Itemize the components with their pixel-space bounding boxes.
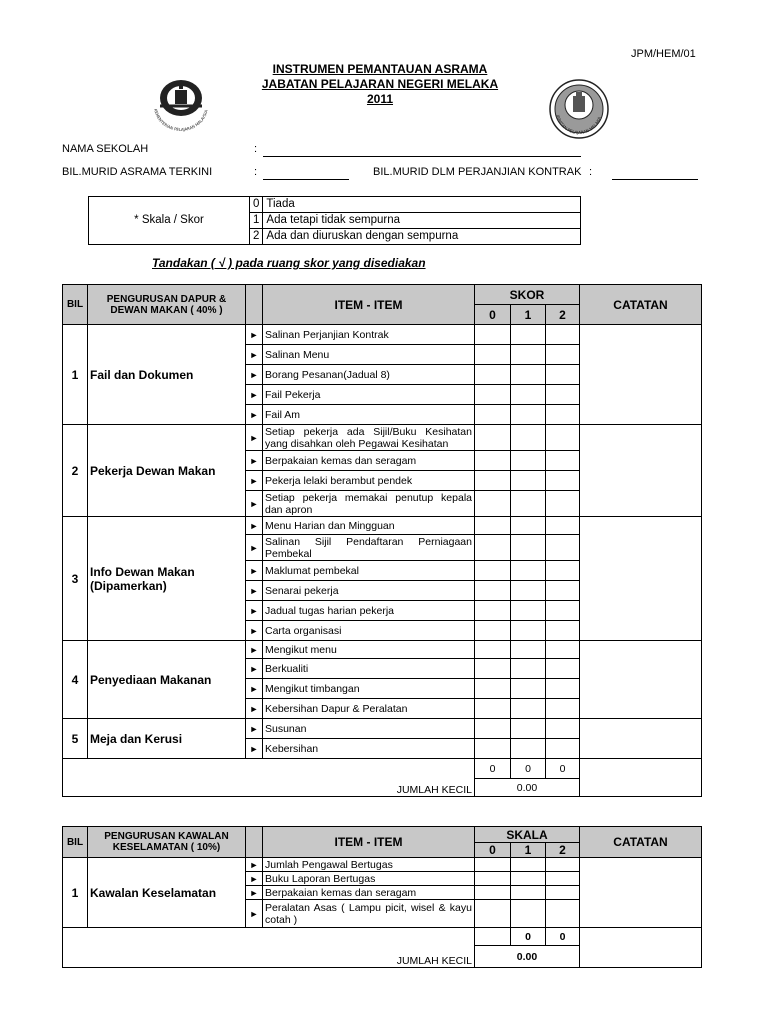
row-item: Carta organisasi	[263, 621, 475, 641]
arrow-icon: ►	[246, 719, 263, 739]
left-logo-text: KEMENTERIAN PELAJARAN MALAYSIA	[153, 108, 209, 133]
score-cell-2[interactable]	[546, 641, 580, 659]
catatan-cell[interactable]	[580, 425, 702, 517]
row-item: Kebersihan Dapur & Peralatan	[263, 699, 475, 719]
total-cell-1: 0	[511, 759, 546, 779]
row-item: Setiap pekerja memakai penutup kepala dan apron	[263, 491, 475, 517]
score-cell-0[interactable]	[475, 451, 511, 471]
ministry-logo	[148, 76, 214, 134]
score-cell-1[interactable]	[511, 365, 546, 385]
score-cell-2[interactable]	[546, 345, 580, 365]
score-cell-2[interactable]	[546, 517, 580, 535]
row-item: Salinan Perjanjian Kontrak	[263, 325, 475, 345]
score-cell-1[interactable]	[511, 858, 546, 872]
score-cell-0[interactable]	[475, 872, 511, 886]
row-item: Peralatan Asas ( Lampu picit, wisel & kayu cotah )	[263, 900, 475, 928]
score-cell-0[interactable]	[475, 365, 511, 385]
title-line-2: JABATAN PELAJARAN NEGERI MELAKA	[261, 77, 499, 91]
kitchen-table	[62, 284, 702, 797]
row-category: Pekerja Dewan Makan	[88, 425, 246, 517]
table-row	[63, 425, 702, 451]
state-logo	[548, 78, 610, 140]
row-bil: 1	[63, 325, 88, 425]
score-cell-2[interactable]	[546, 581, 580, 601]
score-cell-1[interactable]	[511, 641, 546, 659]
arrow-icon: ►	[246, 858, 263, 872]
arrow-icon: ►	[246, 561, 263, 581]
col-score-1: 1	[511, 305, 546, 325]
arrow-icon: ►	[246, 886, 263, 900]
scale-legend	[88, 196, 581, 245]
score-cell-2[interactable]	[546, 405, 580, 425]
arrow-icon: ►	[246, 679, 263, 699]
nama-sekolah-field[interactable]	[263, 156, 581, 157]
row-item: Susunan	[263, 719, 475, 739]
catatan-cell[interactable]	[580, 858, 702, 928]
arrow-icon: ►	[246, 900, 263, 928]
score-cell-1[interactable]	[511, 345, 546, 365]
arrow-icon: ►	[246, 385, 263, 405]
col-skor: SKOR	[475, 285, 580, 305]
score-cell-1[interactable]	[511, 491, 546, 517]
score-cell-2[interactable]	[546, 471, 580, 491]
total-cell-2: 0	[546, 928, 580, 946]
row-bil: 2	[63, 425, 88, 517]
score-cell-0[interactable]	[475, 679, 511, 699]
score-cell-2[interactable]	[546, 886, 580, 900]
total-cell-0: 0	[475, 759, 511, 779]
catatan-cell[interactable]	[580, 517, 702, 641]
score-cell-2[interactable]	[546, 621, 580, 641]
score-cell-1[interactable]	[511, 517, 546, 535]
score-cell-0[interactable]	[475, 517, 511, 535]
row-bil: 1	[63, 858, 88, 928]
row-item: Kebersihan	[263, 739, 475, 759]
col-score-2: 2	[546, 305, 580, 325]
score-cell-0[interactable]	[475, 699, 511, 719]
jumlah-kecil-value: 0.00	[475, 779, 580, 797]
table-row	[63, 719, 702, 739]
row-category: Meja dan Kerusi	[88, 719, 246, 759]
score-cell-2[interactable]	[546, 365, 580, 385]
arrow-icon: ►	[246, 325, 263, 345]
colon: :	[589, 166, 593, 178]
arrow-icon: ►	[246, 641, 263, 659]
row-item: Buku Laporan Bertugas	[263, 872, 475, 886]
col-score-0: 0	[475, 305, 511, 325]
col-score-1: 1	[511, 843, 546, 858]
row-item: Pekerja lelaki berambut pendek	[263, 471, 475, 491]
arrow-icon: ►	[246, 425, 263, 451]
score-cell-1[interactable]	[511, 425, 546, 451]
table-row	[63, 858, 702, 872]
row-item: Fail Am	[263, 405, 475, 425]
row-category: Fail dan Dokumen	[88, 325, 246, 425]
score-cell-0[interactable]	[475, 659, 511, 679]
scale-text: Ada tetapi tidak sempurna	[263, 213, 581, 229]
score-cell-1[interactable]	[511, 535, 546, 561]
arrow-icon: ►	[246, 872, 263, 886]
score-cell-1[interactable]	[511, 601, 546, 621]
score-cell-0[interactable]	[475, 471, 511, 491]
row-item: Senarai pekerja	[263, 581, 475, 601]
score-cell-2[interactable]	[546, 699, 580, 719]
catatan-cell[interactable]	[580, 928, 702, 968]
bil-kontrak-label: BIL.MURID DLM PERJANJIAN KONTRAK	[373, 166, 582, 178]
score-cell-1[interactable]	[511, 385, 546, 405]
score-cell-2[interactable]	[546, 719, 580, 739]
security-rows	[63, 858, 702, 968]
score-cell-1[interactable]	[511, 679, 546, 699]
score-cell-2[interactable]	[546, 858, 580, 872]
kitchen-rows	[63, 325, 702, 797]
score-cell-2[interactable]	[546, 872, 580, 886]
arrow-icon: ►	[246, 491, 263, 517]
score-cell-2[interactable]	[546, 561, 580, 581]
score-cell-2[interactable]	[546, 535, 580, 561]
score-cell-2[interactable]	[546, 385, 580, 405]
arrow-icon: ►	[246, 739, 263, 759]
score-cell-1[interactable]	[511, 872, 546, 886]
score-cell-2[interactable]	[546, 739, 580, 759]
row-item: Mengikut timbangan	[263, 679, 475, 699]
bil-murid-field[interactable]	[263, 179, 349, 180]
arrow-icon: ►	[246, 345, 263, 365]
col-bil: BIL	[63, 285, 88, 325]
row-bil: 3	[63, 517, 88, 641]
col-item: ITEM - ITEM	[263, 827, 475, 858]
instruction: Tandakan ( √ ) pada ruang skor yang disediakan	[152, 256, 426, 270]
bil-kontrak-field[interactable]	[612, 179, 698, 180]
row-item: Salinan Menu	[263, 345, 475, 365]
col-catatan: CATATAN	[580, 285, 702, 325]
page-title	[230, 62, 530, 107]
col-arrow	[246, 285, 263, 325]
form-code: JPM/HEM/01	[631, 48, 696, 60]
score-cell-1[interactable]	[511, 451, 546, 471]
col-section: PENGURUSAN KAWALAN KESELAMATAN ( 10%)	[88, 827, 246, 858]
scale-num: 2	[250, 229, 263, 245]
catatan-cell[interactable]	[580, 325, 702, 425]
arrow-icon: ►	[246, 365, 263, 385]
row-category: Info Dewan Makan (Dipamerkan)	[88, 517, 246, 641]
score-cell-0[interactable]	[475, 561, 511, 581]
right-logo-text: JABATAN PELAJARAN MELAKA	[555, 114, 603, 136]
jumlah-kecil-value: 0.00	[475, 946, 580, 968]
score-cell-0[interactable]	[475, 886, 511, 900]
score-cell-1[interactable]	[511, 621, 546, 641]
scale-label: * Skala / Skor	[89, 197, 250, 245]
row-item: Salinan Sijil Pendaftaran Perniagaan Pembekal	[263, 535, 475, 561]
row-item: Berpakaian kemas dan seragam	[263, 451, 475, 471]
row-item: Mengikut menu	[263, 641, 475, 659]
col-score-0: 0	[475, 843, 511, 858]
row-category: Penyediaan Makanan	[88, 641, 246, 719]
score-cell-1[interactable]	[511, 699, 546, 719]
scale-text: Ada dan diuruskan dengan sempurna	[263, 229, 581, 245]
col-skala: SKALA	[475, 827, 580, 843]
score-cell-0[interactable]	[475, 858, 511, 872]
total-cell-1: 0	[511, 928, 546, 946]
col-catatan: CATATAN	[580, 827, 702, 858]
score-cell-0[interactable]	[475, 405, 511, 425]
total-cell-0	[475, 928, 511, 946]
catatan-cell[interactable]	[580, 719, 702, 759]
row-item: Borang Pesanan(Jadual 8)	[263, 365, 475, 385]
arrow-icon: ►	[246, 405, 263, 425]
row-bil: 4	[63, 641, 88, 719]
arrow-icon: ►	[246, 517, 263, 535]
arrow-icon: ►	[246, 699, 263, 719]
score-cell-0[interactable]	[475, 900, 511, 928]
score-cell-1[interactable]	[511, 886, 546, 900]
score-cell-2[interactable]	[546, 325, 580, 345]
catatan-cell[interactable]	[580, 759, 702, 797]
score-cell-1[interactable]	[511, 471, 546, 491]
arrow-icon: ►	[246, 581, 263, 601]
row-category: Kawalan Keselamatan	[88, 858, 246, 928]
score-cell-1[interactable]	[511, 325, 546, 345]
jumlah-kecil-label: JUMLAH KECIL	[63, 928, 475, 968]
catatan-cell[interactable]	[580, 641, 702, 719]
score-cell-2[interactable]	[546, 659, 580, 679]
title-line-3: 2011	[366, 92, 394, 106]
score-cell-1[interactable]	[511, 739, 546, 759]
colon: :	[254, 166, 258, 178]
score-cell-0[interactable]	[475, 325, 511, 345]
score-cell-1[interactable]	[511, 405, 546, 425]
col-arrow	[246, 827, 263, 858]
totals-row	[63, 928, 702, 946]
scale-num: 1	[250, 213, 263, 229]
arrow-icon: ►	[246, 659, 263, 679]
arrow-icon: ►	[246, 601, 263, 621]
score-cell-2[interactable]	[546, 425, 580, 451]
score-cell-2[interactable]	[546, 451, 580, 471]
security-table	[62, 826, 702, 968]
score-cell-0[interactable]	[475, 621, 511, 641]
score-cell-0[interactable]	[475, 425, 511, 451]
arrow-icon: ►	[246, 535, 263, 561]
score-cell-0[interactable]	[475, 739, 511, 759]
row-item: Setiap pekerja ada Sijil/Buku Kesihatan yang disahkan oleh Pegawai Kesihatan	[263, 425, 475, 451]
arrow-icon: ►	[246, 621, 263, 641]
title-line-1: INSTRUMEN PEMANTAUAN ASRAMA	[272, 62, 488, 76]
score-cell-0[interactable]	[475, 601, 511, 621]
row-item: Berkualiti	[263, 659, 475, 679]
score-cell-0[interactable]	[475, 345, 511, 365]
colon: :	[254, 143, 258, 155]
col-bil: BIL	[63, 827, 88, 858]
row-item: Berpakaian kemas dan seragam	[263, 886, 475, 900]
row-bil: 5	[63, 719, 88, 759]
row-item: Maklumat pembekal	[263, 561, 475, 581]
row-item: Fail Pekerja	[263, 385, 475, 405]
score-cell-1[interactable]	[511, 561, 546, 581]
score-cell-1[interactable]	[511, 581, 546, 601]
row-item: Jadual tugas harian pekerja	[263, 601, 475, 621]
table-row	[63, 325, 702, 345]
scale-num: 0	[250, 197, 263, 213]
score-cell-0[interactable]	[475, 581, 511, 601]
bil-murid-label: BIL.MURID ASRAMA TERKINI	[62, 166, 213, 178]
arrow-icon: ►	[246, 471, 263, 491]
score-cell-0[interactable]	[475, 535, 511, 561]
col-section: PENGURUSAN DAPUR & DEWAN MAKAN ( 40% )	[88, 285, 246, 325]
nama-sekolah-label: NAMA SEKOLAH	[62, 143, 149, 155]
row-item: Menu Harian dan Mingguan	[263, 517, 475, 535]
score-cell-1[interactable]	[511, 659, 546, 679]
table-row	[63, 517, 702, 535]
arrow-icon: ►	[246, 451, 263, 471]
jumlah-kecil-label: JUMLAH KECIL	[63, 759, 475, 797]
totals-row	[63, 759, 702, 779]
score-cell-2[interactable]	[546, 679, 580, 699]
col-score-2: 2	[546, 843, 580, 858]
col-item: ITEM - ITEM	[263, 285, 475, 325]
score-cell-0[interactable]	[475, 719, 511, 739]
score-cell-0[interactable]	[475, 385, 511, 405]
total-cell-2: 0	[546, 759, 580, 779]
score-cell-2[interactable]	[546, 491, 580, 517]
score-cell-1[interactable]	[511, 900, 546, 928]
scale-text: Tiada	[263, 197, 581, 213]
score-cell-2[interactable]	[546, 900, 580, 928]
score-cell-2[interactable]	[546, 601, 580, 621]
score-cell-1[interactable]	[511, 719, 546, 739]
row-item: Jumlah Pengawal Bertugas	[263, 858, 475, 872]
score-cell-0[interactable]	[475, 491, 511, 517]
table-row	[63, 641, 702, 659]
score-cell-0[interactable]	[475, 641, 511, 659]
